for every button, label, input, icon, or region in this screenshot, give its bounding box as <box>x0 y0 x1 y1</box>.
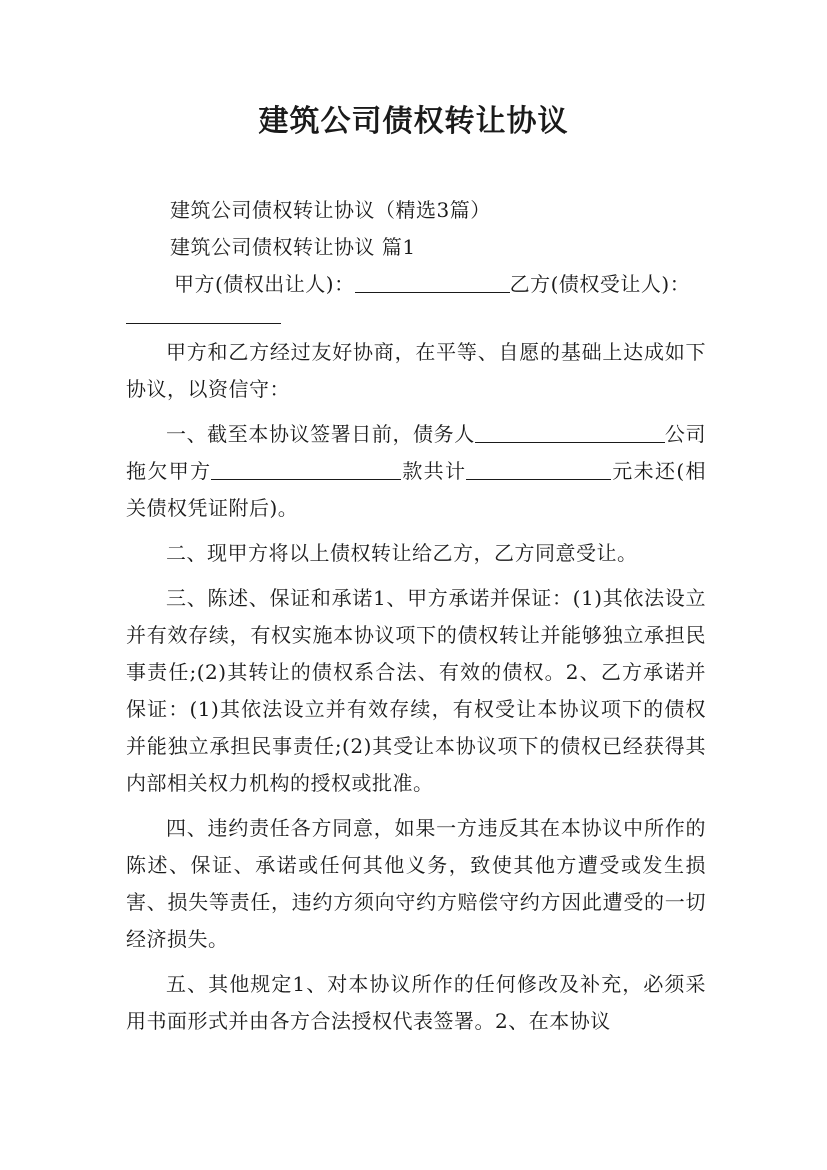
party-b-blank <box>126 303 281 324</box>
intro-paragraph: 甲方和乙方经过友好协商，在平等、自愿的基础上达成如下协议，以资信守： <box>126 340 706 401</box>
section-heading: 建筑公司债权转让协议 篇1 <box>170 235 416 259</box>
clause-5: 五、其他规定1、对本协议所作的任何修改及补充，必须采用书面形式并由各方合法授权代表签署。2、在本协议 <box>126 972 706 1033</box>
clause-4: 四、违约责任各方同意，如果一方违反其在本协议中所作的陈述、保证、承诺或任何其他义务，致使其他方遭受或发生损害、损失等责任，违约方须向守约方赔偿守约方因此遭受的一切经济损失。 <box>126 816 706 951</box>
amount-blank <box>466 459 611 480</box>
clause-1-part-1: 一、截至本协议签署日前，债务人 <box>166 422 475 446</box>
clause-1 <box>126 416 706 527</box>
clause-1-part-3: 款共计 <box>401 459 467 483</box>
document-body <box>126 192 706 1048</box>
clause-3: 三、陈述、保证和承诺1、甲方承诺并保证：(1)其依法设立并有效存续，有权实施本协议项下的债权转让并能够独立承担民事责任;(2)其转让的债权系合法、有效的债权。2、乙方承诺并保证：(1)其依法设立并有效存续，有权受让本协议项下的债权并能独立承担民事责任;(2)其受让本协议项下的债权已经获得其内部相关权力机构的授权或批准。 <box>126 586 706 795</box>
clause-1-part-2: 公司拖欠甲方 <box>126 422 707 483</box>
clause-1-part-4: 元未还(相关债权凭证附后)。 <box>126 459 707 520</box>
party-a-blank <box>355 272 510 293</box>
document-subtitle: 建筑公司债权转让协议（精选3篇） <box>170 198 491 222</box>
party-a-label: 甲方(债权出让人)： <box>174 272 355 296</box>
parties-line <box>126 266 706 303</box>
clause-2: 二、现甲方将以上债权转让给乙方，乙方同意受让。 <box>166 541 638 565</box>
document-title: 建筑公司债权转让协议 <box>258 104 569 139</box>
debt-type-blank <box>211 459 401 480</box>
debtor-blank <box>475 422 665 443</box>
party-b-label: 乙方(债权受让人)： <box>509 272 691 296</box>
